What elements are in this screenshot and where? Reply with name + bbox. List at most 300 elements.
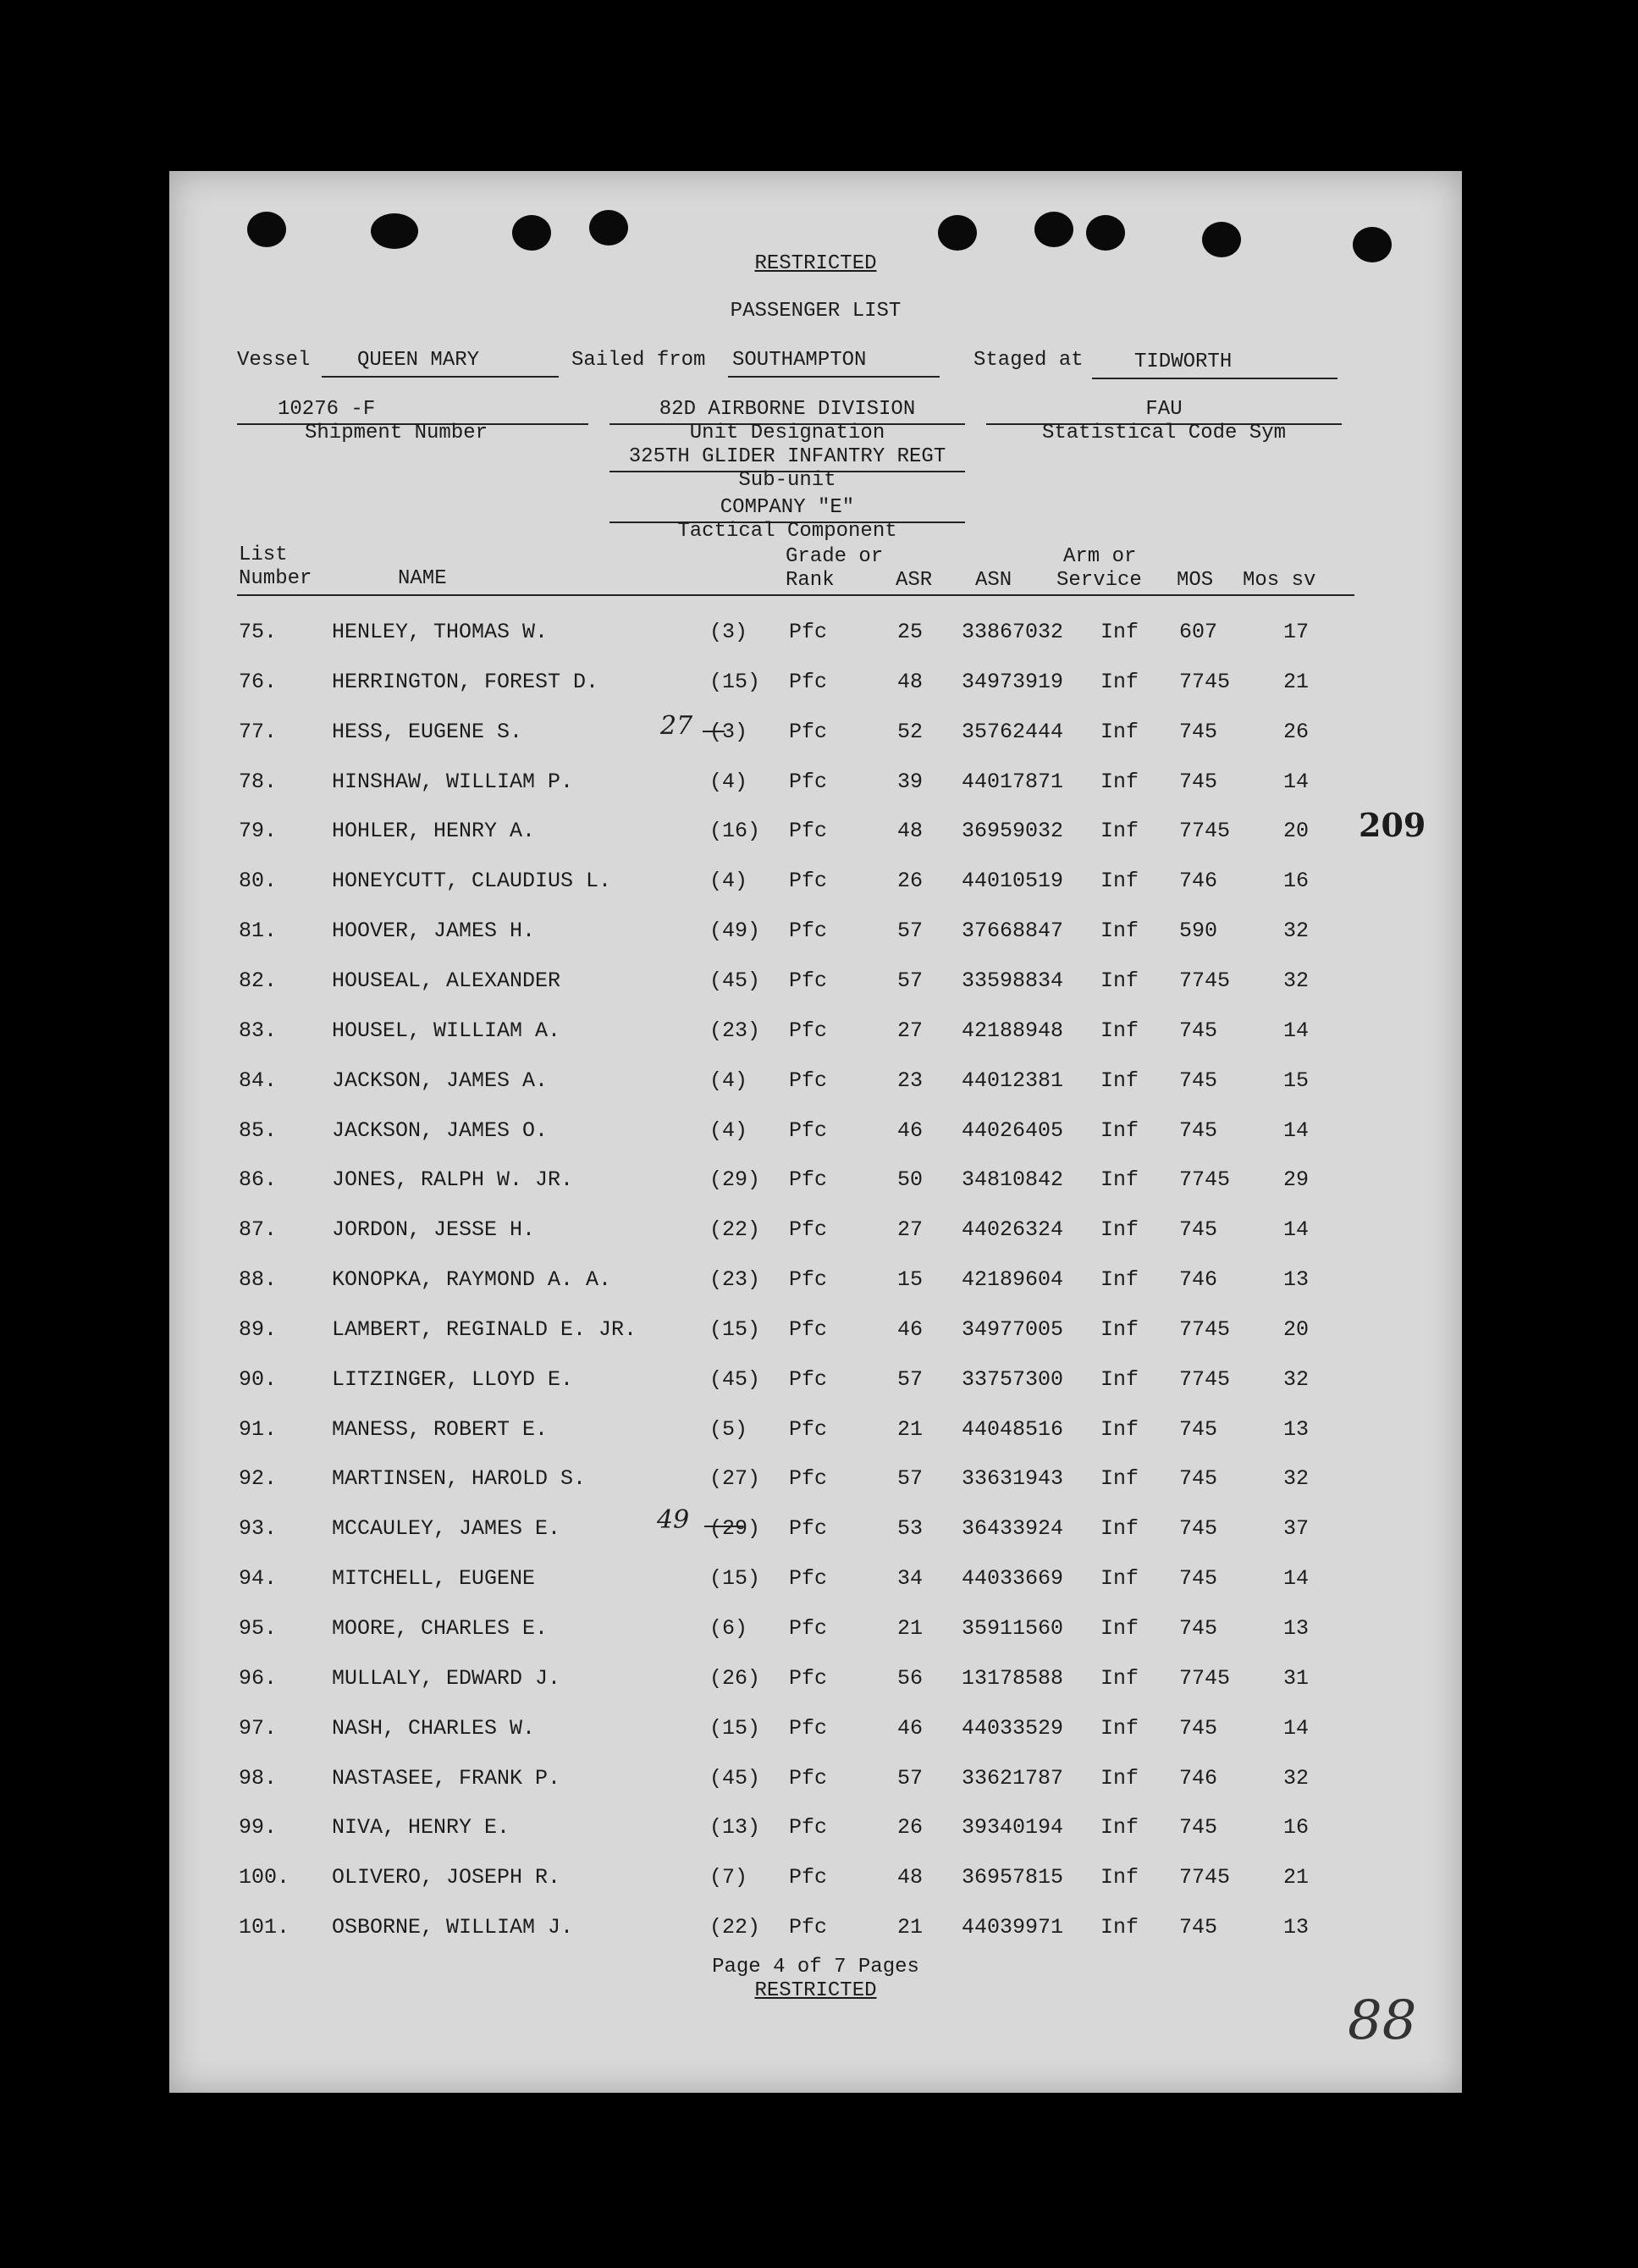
cell-asr: 21 [897, 1416, 924, 1442]
table-row [169, 1118, 1462, 1144]
cell-code: (45) [709, 1765, 761, 1791]
col-name: NAME [398, 567, 447, 590]
punch-hole-icon [371, 213, 418, 249]
table-row [169, 968, 1462, 994]
table-row [169, 1865, 1462, 1890]
unit-designation-label: Unit Designation [689, 422, 885, 444]
cell-mos-sv: 15 [1283, 1068, 1310, 1093]
table-row [169, 720, 1462, 745]
cell-mos-sv: 29 [1283, 1167, 1310, 1193]
cell-list-number: 76. [239, 669, 278, 694]
cell-grade-rank: Pfc [789, 1217, 828, 1243]
cell-grade-rank: Pfc [789, 1366, 828, 1392]
col-asr: ASR [896, 569, 933, 592]
col-list-line1: List [239, 544, 288, 566]
cell-mos-sv: 14 [1283, 1217, 1310, 1243]
cell-arm-service: Inf [1100, 1068, 1139, 1093]
cell-grade-rank: Pfc [789, 1316, 828, 1342]
cell-passenger-name: HOOVER, JAMES H. [332, 919, 536, 944]
cell-asn: 36433924 [962, 1516, 1064, 1542]
cell-asn: 39340194 [962, 1815, 1064, 1840]
cell-arm-service: Inf [1100, 1366, 1139, 1392]
cell-code: (4) [709, 1068, 748, 1093]
cell-asn: 44017871 [962, 769, 1064, 794]
cell-mos: 746 [1179, 1765, 1218, 1791]
cell-asn: 44033669 [962, 1566, 1064, 1592]
mccauley-strikethrough [704, 1526, 743, 1527]
cell-mos-sv: 31 [1283, 1665, 1310, 1691]
cell-arm-service: Inf [1100, 1865, 1139, 1890]
cell-mos: 745 [1179, 1117, 1218, 1143]
col-mos: MOS [1177, 569, 1214, 592]
cell-mos: 745 [1179, 719, 1218, 744]
table-row [169, 1167, 1462, 1193]
cell-mos: 590 [1179, 919, 1218, 944]
table-row [169, 1018, 1462, 1044]
cell-code: (15) [709, 1715, 761, 1741]
punch-hole-icon [512, 215, 551, 251]
cell-passenger-name: NIVA, HENRY E. [332, 1815, 510, 1840]
cell-list-number: 100. [239, 1865, 290, 1890]
handwritten-page-number: 88 [1348, 1989, 1417, 2052]
table-row [169, 1466, 1462, 1492]
cell-list-number: 88. [239, 1267, 278, 1293]
cell-grade-rank: Pfc [789, 1566, 828, 1592]
cell-passenger-name: KONOPKA, RAYMOND A. A. [332, 1267, 612, 1293]
cell-list-number: 101. [239, 1915, 290, 1940]
cell-mos: 746 [1179, 869, 1218, 894]
cell-list-number: 78. [239, 769, 278, 794]
cell-code: (6) [709, 1616, 748, 1641]
cell-mos-sv: 20 [1283, 819, 1310, 844]
cell-asr: 26 [897, 869, 924, 894]
cell-asr: 48 [897, 819, 924, 844]
cell-code: (15) [709, 1566, 761, 1592]
document-page [169, 171, 1462, 2093]
cell-mos: 7745 [1179, 968, 1231, 993]
cell-mos-sv: 21 [1283, 1865, 1310, 1890]
cell-list-number: 92. [239, 1466, 278, 1492]
cell-mos-sv: 21 [1283, 669, 1310, 694]
cell-mos-sv: 14 [1283, 1566, 1310, 1592]
cell-grade-rank: Pfc [789, 1466, 828, 1492]
col-arm-line2: Service [1056, 569, 1142, 592]
cell-mos: 745 [1179, 769, 1218, 794]
cell-code: (5) [709, 1416, 748, 1442]
cell-grade-rank: Pfc [789, 819, 828, 844]
cell-arm-service: Inf [1100, 869, 1139, 894]
cell-passenger-name: HOUSEL, WILLIAM A. [332, 1018, 561, 1043]
cell-asn: 44012381 [962, 1068, 1064, 1093]
cell-asr: 15 [897, 1267, 924, 1293]
cell-asr: 21 [897, 1915, 924, 1940]
cell-passenger-name: HERRINGTON, FOREST D. [332, 669, 599, 694]
cell-list-number: 95. [239, 1616, 278, 1641]
table-row [169, 1915, 1462, 1940]
cell-passenger-name: OSBORNE, WILLIAM J. [332, 1915, 574, 1940]
punch-hole-icon [1086, 215, 1125, 251]
cell-asn: 44026405 [962, 1117, 1064, 1143]
cell-grade-rank: Pfc [789, 919, 828, 944]
cell-grade-rank: Pfc [789, 869, 828, 894]
cell-list-number: 94. [239, 1566, 278, 1592]
cell-grade-rank: Pfc [789, 1068, 828, 1093]
cell-asn: 33757300 [962, 1366, 1064, 1392]
cell-mos: 7745 [1179, 669, 1231, 694]
cell-mos: 745 [1179, 1815, 1218, 1840]
cell-mos: 607 [1179, 620, 1218, 644]
unit-designation-value: 82D AIRBORNE DIVISION [659, 398, 916, 421]
table-row [169, 1666, 1462, 1691]
cell-asr: 52 [897, 719, 924, 744]
cell-arm-service: Inf [1100, 1167, 1139, 1193]
cell-asn: 44010519 [962, 869, 1064, 894]
col-list-number [239, 544, 312, 591]
cell-asr: 25 [897, 620, 924, 644]
cell-list-number: 77. [239, 719, 278, 744]
cell-mos-sv: 14 [1283, 1018, 1310, 1043]
punch-hole-icon [1034, 212, 1073, 247]
cell-list-number: 87. [239, 1217, 278, 1243]
cell-arm-service: Inf [1100, 1616, 1139, 1641]
shipment-number-value: 10276 -F [278, 398, 376, 421]
cell-mos: 745 [1179, 1566, 1218, 1592]
cell-code: (13) [709, 1815, 761, 1840]
cell-list-number: 98. [239, 1765, 278, 1791]
cell-asn: 44033529 [962, 1715, 1064, 1741]
cell-asn: 34973919 [962, 669, 1064, 694]
cell-passenger-name: JACKSON, JAMES O. [332, 1117, 549, 1143]
cell-asr: 56 [897, 1665, 924, 1691]
cell-mos: 7745 [1179, 1366, 1231, 1392]
cell-grade-rank: Pfc [789, 968, 828, 993]
cell-mos-sv: 32 [1283, 919, 1310, 944]
cell-passenger-name: MULLALY, EDWARD J. [332, 1665, 561, 1691]
cell-list-number: 82. [239, 968, 278, 993]
cell-arm-service: Inf [1100, 1416, 1139, 1442]
staged-at-label: Staged at [973, 349, 1084, 372]
cell-arm-service: Inf [1100, 1765, 1139, 1791]
table-row [169, 1566, 1462, 1592]
cell-mos: 745 [1179, 1416, 1218, 1442]
table-row [169, 819, 1462, 844]
cell-arm-service: Inf [1100, 919, 1139, 944]
cell-asn: 35911560 [962, 1616, 1064, 1641]
cell-asr: 53 [897, 1516, 924, 1542]
cell-arm-service: Inf [1100, 769, 1139, 794]
cell-asr: 50 [897, 1167, 924, 1193]
cell-mos-sv: 13 [1283, 1267, 1310, 1293]
cell-asn: 13178588 [962, 1665, 1064, 1691]
cell-mos-sv: 14 [1283, 1117, 1310, 1143]
cell-grade-rank: Pfc [789, 1516, 828, 1542]
cell-code: (49) [709, 919, 761, 944]
cell-code: (4) [709, 869, 748, 894]
cell-arm-service: Inf [1100, 1466, 1139, 1492]
cell-mos: 746 [1179, 1267, 1218, 1293]
cell-mos: 745 [1179, 1217, 1218, 1243]
cell-arm-service: Inf [1100, 968, 1139, 993]
cell-grade-rank: Pfc [789, 769, 828, 794]
cell-grade-rank: Pfc [789, 1267, 828, 1293]
cell-passenger-name: LAMBERT, REGINALD E. JR. [332, 1316, 637, 1342]
cell-arm-service: Inf [1100, 1915, 1139, 1940]
cell-mos-sv: 16 [1283, 869, 1310, 894]
cell-list-number: 89. [239, 1316, 278, 1342]
cell-asr: 26 [897, 1815, 924, 1840]
col-list-line2: Number [239, 567, 312, 590]
vessel-underline [322, 376, 559, 378]
cell-mos-sv: 32 [1283, 1466, 1310, 1492]
hess-strikethrough [703, 731, 725, 732]
cell-passenger-name: MCCAULEY, JAMES E. [332, 1516, 561, 1542]
cell-mos: 745 [1179, 1715, 1218, 1741]
cell-asr: 48 [897, 669, 924, 694]
tactical-component-label: Tactical Component [677, 520, 897, 543]
classification-bottom: RESTRICTED [754, 1979, 877, 2002]
cell-mos-sv: 13 [1283, 1616, 1310, 1641]
cell-list-number: 84. [239, 1068, 278, 1093]
table-row [169, 1815, 1462, 1840]
cell-list-number: 97. [239, 1715, 278, 1741]
cell-asn: 42189604 [962, 1267, 1064, 1293]
cell-mos-sv: 32 [1283, 1366, 1310, 1392]
column-header-rule [237, 594, 1354, 596]
cell-asr: 27 [897, 1217, 924, 1243]
cell-code: (4) [709, 1117, 748, 1143]
cell-mos: 7745 [1179, 1865, 1231, 1890]
cell-arm-service: Inf [1100, 1566, 1139, 1592]
cell-mos-sv: 32 [1283, 968, 1310, 993]
cell-mos: 7745 [1179, 1316, 1231, 1342]
cell-asn: 33598834 [962, 968, 1064, 993]
cell-list-number: 83. [239, 1018, 278, 1043]
cell-passenger-name: HENLEY, THOMAS W. [332, 620, 549, 644]
table-row [169, 1317, 1462, 1343]
cell-code: (15) [709, 1316, 761, 1342]
cell-asn: 33621787 [962, 1765, 1064, 1791]
cell-list-number: 75. [239, 620, 278, 644]
table-row [169, 1217, 1462, 1243]
cell-grade-rank: Pfc [789, 1018, 828, 1043]
table-row [169, 770, 1462, 795]
cell-passenger-name: NASTASEE, FRANK P. [332, 1765, 561, 1791]
cell-passenger-name: OLIVERO, JOSEPH R. [332, 1865, 561, 1890]
cell-code: (22) [709, 1915, 761, 1940]
cell-passenger-name: MOORE, CHARLES E. [332, 1616, 549, 1641]
cell-mos-sv: 14 [1283, 1715, 1310, 1741]
punch-hole-icon [589, 210, 628, 246]
cell-code: (29) [709, 1516, 761, 1542]
cell-arm-service: Inf [1100, 819, 1139, 844]
cell-code: (45) [709, 1366, 761, 1392]
table-row [169, 919, 1462, 944]
col-grade-line2: Rank [786, 569, 835, 592]
table-row [169, 1516, 1462, 1542]
cell-asn: 35762444 [962, 719, 1064, 744]
cell-arm-service: Inf [1100, 1018, 1139, 1043]
table-row [169, 1716, 1462, 1741]
cell-asr: 27 [897, 1018, 924, 1043]
table-row [169, 1367, 1462, 1393]
cell-mos-sv: 13 [1283, 1915, 1310, 1940]
cell-list-number: 96. [239, 1665, 278, 1691]
cell-grade-rank: Pfc [789, 1815, 828, 1840]
cell-passenger-name: NASH, CHARLES W. [332, 1715, 536, 1741]
cell-passenger-name: MANESS, ROBERT E. [332, 1416, 549, 1442]
cell-list-number: 81. [239, 919, 278, 944]
table-row [169, 1616, 1462, 1642]
cell-asn: 34977005 [962, 1316, 1064, 1342]
cell-asr: 57 [897, 1366, 924, 1392]
cell-arm-service: Inf [1100, 1516, 1139, 1542]
cell-grade-rank: Pfc [789, 1167, 828, 1193]
cell-grade-rank: Pfc [789, 1416, 828, 1442]
cell-arm-service: Inf [1100, 1117, 1139, 1143]
staged-underline [1092, 378, 1337, 379]
cell-code: (29) [709, 1167, 761, 1193]
table-row [169, 1267, 1462, 1293]
cell-asn: 37668847 [962, 919, 1064, 944]
cell-asr: 57 [897, 968, 924, 993]
cell-mos-sv: 20 [1283, 1316, 1310, 1342]
vessel-value: QUEEN MARY [357, 349, 480, 372]
cell-asn: 44048516 [962, 1416, 1064, 1442]
cell-passenger-name: HINSHAW, WILLIAM P. [332, 769, 574, 794]
subunit-label: Sub-unit [738, 469, 836, 492]
cell-arm-service: Inf [1100, 1715, 1139, 1741]
cell-list-number: 91. [239, 1416, 278, 1442]
cell-mos: 7745 [1179, 819, 1231, 844]
cell-mos: 745 [1179, 1915, 1218, 1940]
table-row [169, 670, 1462, 695]
cell-code: (3) [709, 719, 748, 744]
staged-at-value: TIDWORTH [1134, 350, 1233, 373]
sailed-underline [728, 376, 940, 378]
cell-code: (23) [709, 1018, 761, 1043]
cell-grade-rank: Pfc [789, 1865, 828, 1890]
cell-code: (23) [709, 1267, 761, 1293]
cell-passenger-name: JONES, RALPH W. JR. [332, 1167, 574, 1193]
cell-arm-service: Inf [1100, 719, 1139, 744]
sailed-from-label: Sailed from [571, 349, 706, 372]
cell-asr: 39 [897, 769, 924, 794]
cell-list-number: 99. [239, 1815, 278, 1840]
cell-asn: 44039971 [962, 1915, 1064, 1940]
cell-asr: 21 [897, 1616, 924, 1641]
cell-asr: 23 [897, 1068, 924, 1093]
cell-asn: 36957815 [962, 1865, 1064, 1890]
cell-grade-rank: Pfc [789, 1117, 828, 1143]
cell-arm-service: Inf [1100, 1815, 1139, 1840]
cell-asn: 44026324 [962, 1217, 1064, 1243]
cell-arm-service: Inf [1100, 620, 1139, 644]
cell-mos: 745 [1179, 1516, 1218, 1542]
cell-mos-sv: 17 [1283, 620, 1310, 644]
cell-list-number: 90. [239, 1366, 278, 1392]
cell-passenger-name: HONEYCUTT, CLAUDIUS L. [332, 869, 612, 894]
cell-code: (3) [709, 620, 748, 644]
col-mos-sv: Mos sv [1243, 569, 1316, 592]
cell-grade-rank: Pfc [789, 620, 828, 644]
cell-mos: 745 [1179, 1466, 1218, 1492]
cell-code: (27) [709, 1466, 761, 1492]
cell-asr: 48 [897, 1865, 924, 1890]
cell-code: (4) [709, 769, 748, 794]
table-row [169, 620, 1462, 645]
col-grade-line1: Grade or [786, 545, 884, 568]
cell-arm-service: Inf [1100, 1267, 1139, 1293]
classification-top: RESTRICTED [754, 252, 877, 275]
cell-mos: 745 [1179, 1616, 1218, 1641]
hess-handwritten-correction: 27 [660, 711, 693, 741]
cell-grade-rank: Pfc [789, 1665, 828, 1691]
cell-code: (7) [709, 1865, 748, 1890]
statistical-code-label: Statistical Code Sym [1041, 422, 1287, 444]
cell-arm-service: Inf [1100, 1217, 1139, 1243]
cell-asn: 33867032 [962, 620, 1064, 644]
cell-mos: 745 [1179, 1068, 1218, 1093]
cell-arm-service: Inf [1100, 1316, 1139, 1342]
cell-passenger-name: JORDON, JESSE H. [332, 1217, 536, 1243]
cell-grade-rank: Pfc [789, 1616, 828, 1641]
subunit-value: 325TH GLIDER INFANTRY REGT [628, 445, 946, 468]
cell-asn: 42188948 [962, 1018, 1064, 1043]
cell-arm-service: Inf [1100, 669, 1139, 694]
sailed-from-value: SOUTHAMPTON [732, 349, 867, 372]
cell-list-number: 93. [239, 1516, 278, 1542]
cell-mos-sv: 14 [1283, 769, 1310, 794]
statistical-code-value: FAU [1145, 398, 1183, 421]
table-row [169, 1766, 1462, 1791]
punch-hole-icon [938, 215, 977, 251]
cell-grade-rank: Pfc [789, 1915, 828, 1940]
cell-grade-rank: Pfc [789, 1765, 828, 1791]
cell-mos-sv: 26 [1283, 719, 1310, 744]
cell-passenger-name: MITCHELL, EUGENE [332, 1566, 536, 1592]
punch-hole-icon [247, 212, 286, 247]
cell-grade-rank: Pfc [789, 669, 828, 694]
cell-asn: 34810842 [962, 1167, 1064, 1193]
cell-mos: 745 [1179, 1018, 1218, 1043]
table-row [169, 1417, 1462, 1443]
cell-asr: 57 [897, 1765, 924, 1791]
cell-asr: 46 [897, 1715, 924, 1741]
cell-grade-rank: Pfc [789, 1715, 828, 1741]
cell-code: (26) [709, 1665, 761, 1691]
cell-code: (16) [709, 819, 761, 844]
cell-code: (45) [709, 968, 761, 993]
col-arm-line1: Arm or [1063, 545, 1137, 568]
cell-code: (22) [709, 1217, 761, 1243]
cell-list-number: 85. [239, 1117, 278, 1143]
cell-asr: 57 [897, 919, 924, 944]
cell-asr: 46 [897, 1117, 924, 1143]
cell-asr: 46 [897, 1316, 924, 1342]
page-indicator: Page 4 of 7 Pages [712, 1956, 919, 1978]
cell-passenger-name: HESS, EUGENE S. [332, 719, 523, 744]
cell-mos: 7745 [1179, 1665, 1231, 1691]
cell-passenger-name: MARTINSEN, HAROLD S. [332, 1466, 587, 1492]
cell-mos-sv: 37 [1283, 1516, 1310, 1542]
cell-list-number: 79. [239, 819, 278, 844]
cell-arm-service: Inf [1100, 1665, 1139, 1691]
col-arm-service [1056, 545, 1142, 593]
document-title: PASSENGER LIST [730, 300, 902, 323]
cell-passenger-name: HOUSEAL, ALEXANDER [332, 968, 561, 993]
cell-passenger-name: HOHLER, HENRY A. [332, 819, 536, 844]
mccauley-handwritten-correction: 49 [657, 1505, 690, 1535]
